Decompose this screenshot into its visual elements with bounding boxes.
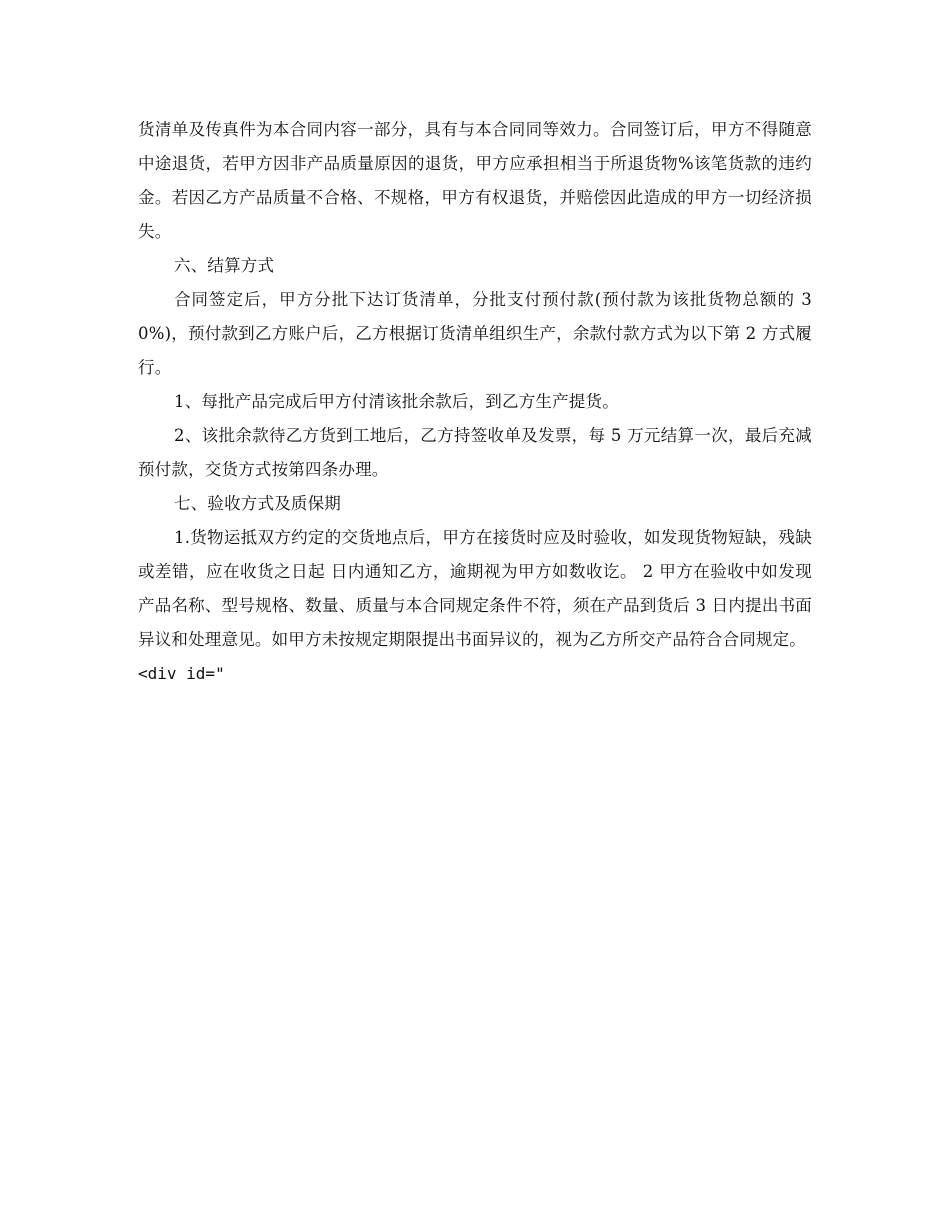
paragraph-settlement-option-2: 2、该批余款待乙方货到工地后，乙方持签收单及发票，每 5 万元结算一次，最后充减预付款，交货方式按第四条办理。 [138, 426, 812, 479]
paragraph-acceptance-terms: 1.货物运抵双方约定的交货地点后，甲方在接货时应及时验收，如发现货物短缺，残缺或差错，应在收货之日起 日内通知乙方，逾期视为甲方如数收讫。 2 甲方在验收中如发现产品名称、型号规格、数量、质量与本合同规定条件不符，须在产品到货后 3 日内提出书面异议和处理意见。如甲方未按规定期限提出书面异议的，视为乙方所交产品符合合同规定。 [138, 528, 812, 649]
section-heading-acceptance: 七、验收方式及质保期 [174, 494, 341, 513]
trailing-code-fragment: <div id=" [138, 664, 225, 683]
paragraph-settlement-option-1: 1、每批产品完成后甲方付清该批余款后，到乙方生产提货。 [174, 392, 619, 411]
section-heading-settlement: 六、结算方式 [174, 256, 275, 275]
paragraph-return-terms: 货清单及传真件为本合同内容一部分，具有与本合同同等效力。合同签订后，甲方不得随意中途退货，若甲方因非产品质量原因的退货，甲方应承担相当于所退货物%该笔货款的违约金。若因乙方产品质量不合格、不规格，甲方有权退货，并赔偿因此造成的甲方一切经济损失。 [138, 120, 812, 241]
paragraph-settlement-terms: 合同签定后，甲方分批下达订货清单，分批支付预付款(预付款为该批货物总额的 30%)，预付款到乙方账户后，乙方根据订货清单组织生产，余款付款方式为以下第 2 方式履行。 [138, 290, 812, 377]
document-body [138, 113, 812, 691]
